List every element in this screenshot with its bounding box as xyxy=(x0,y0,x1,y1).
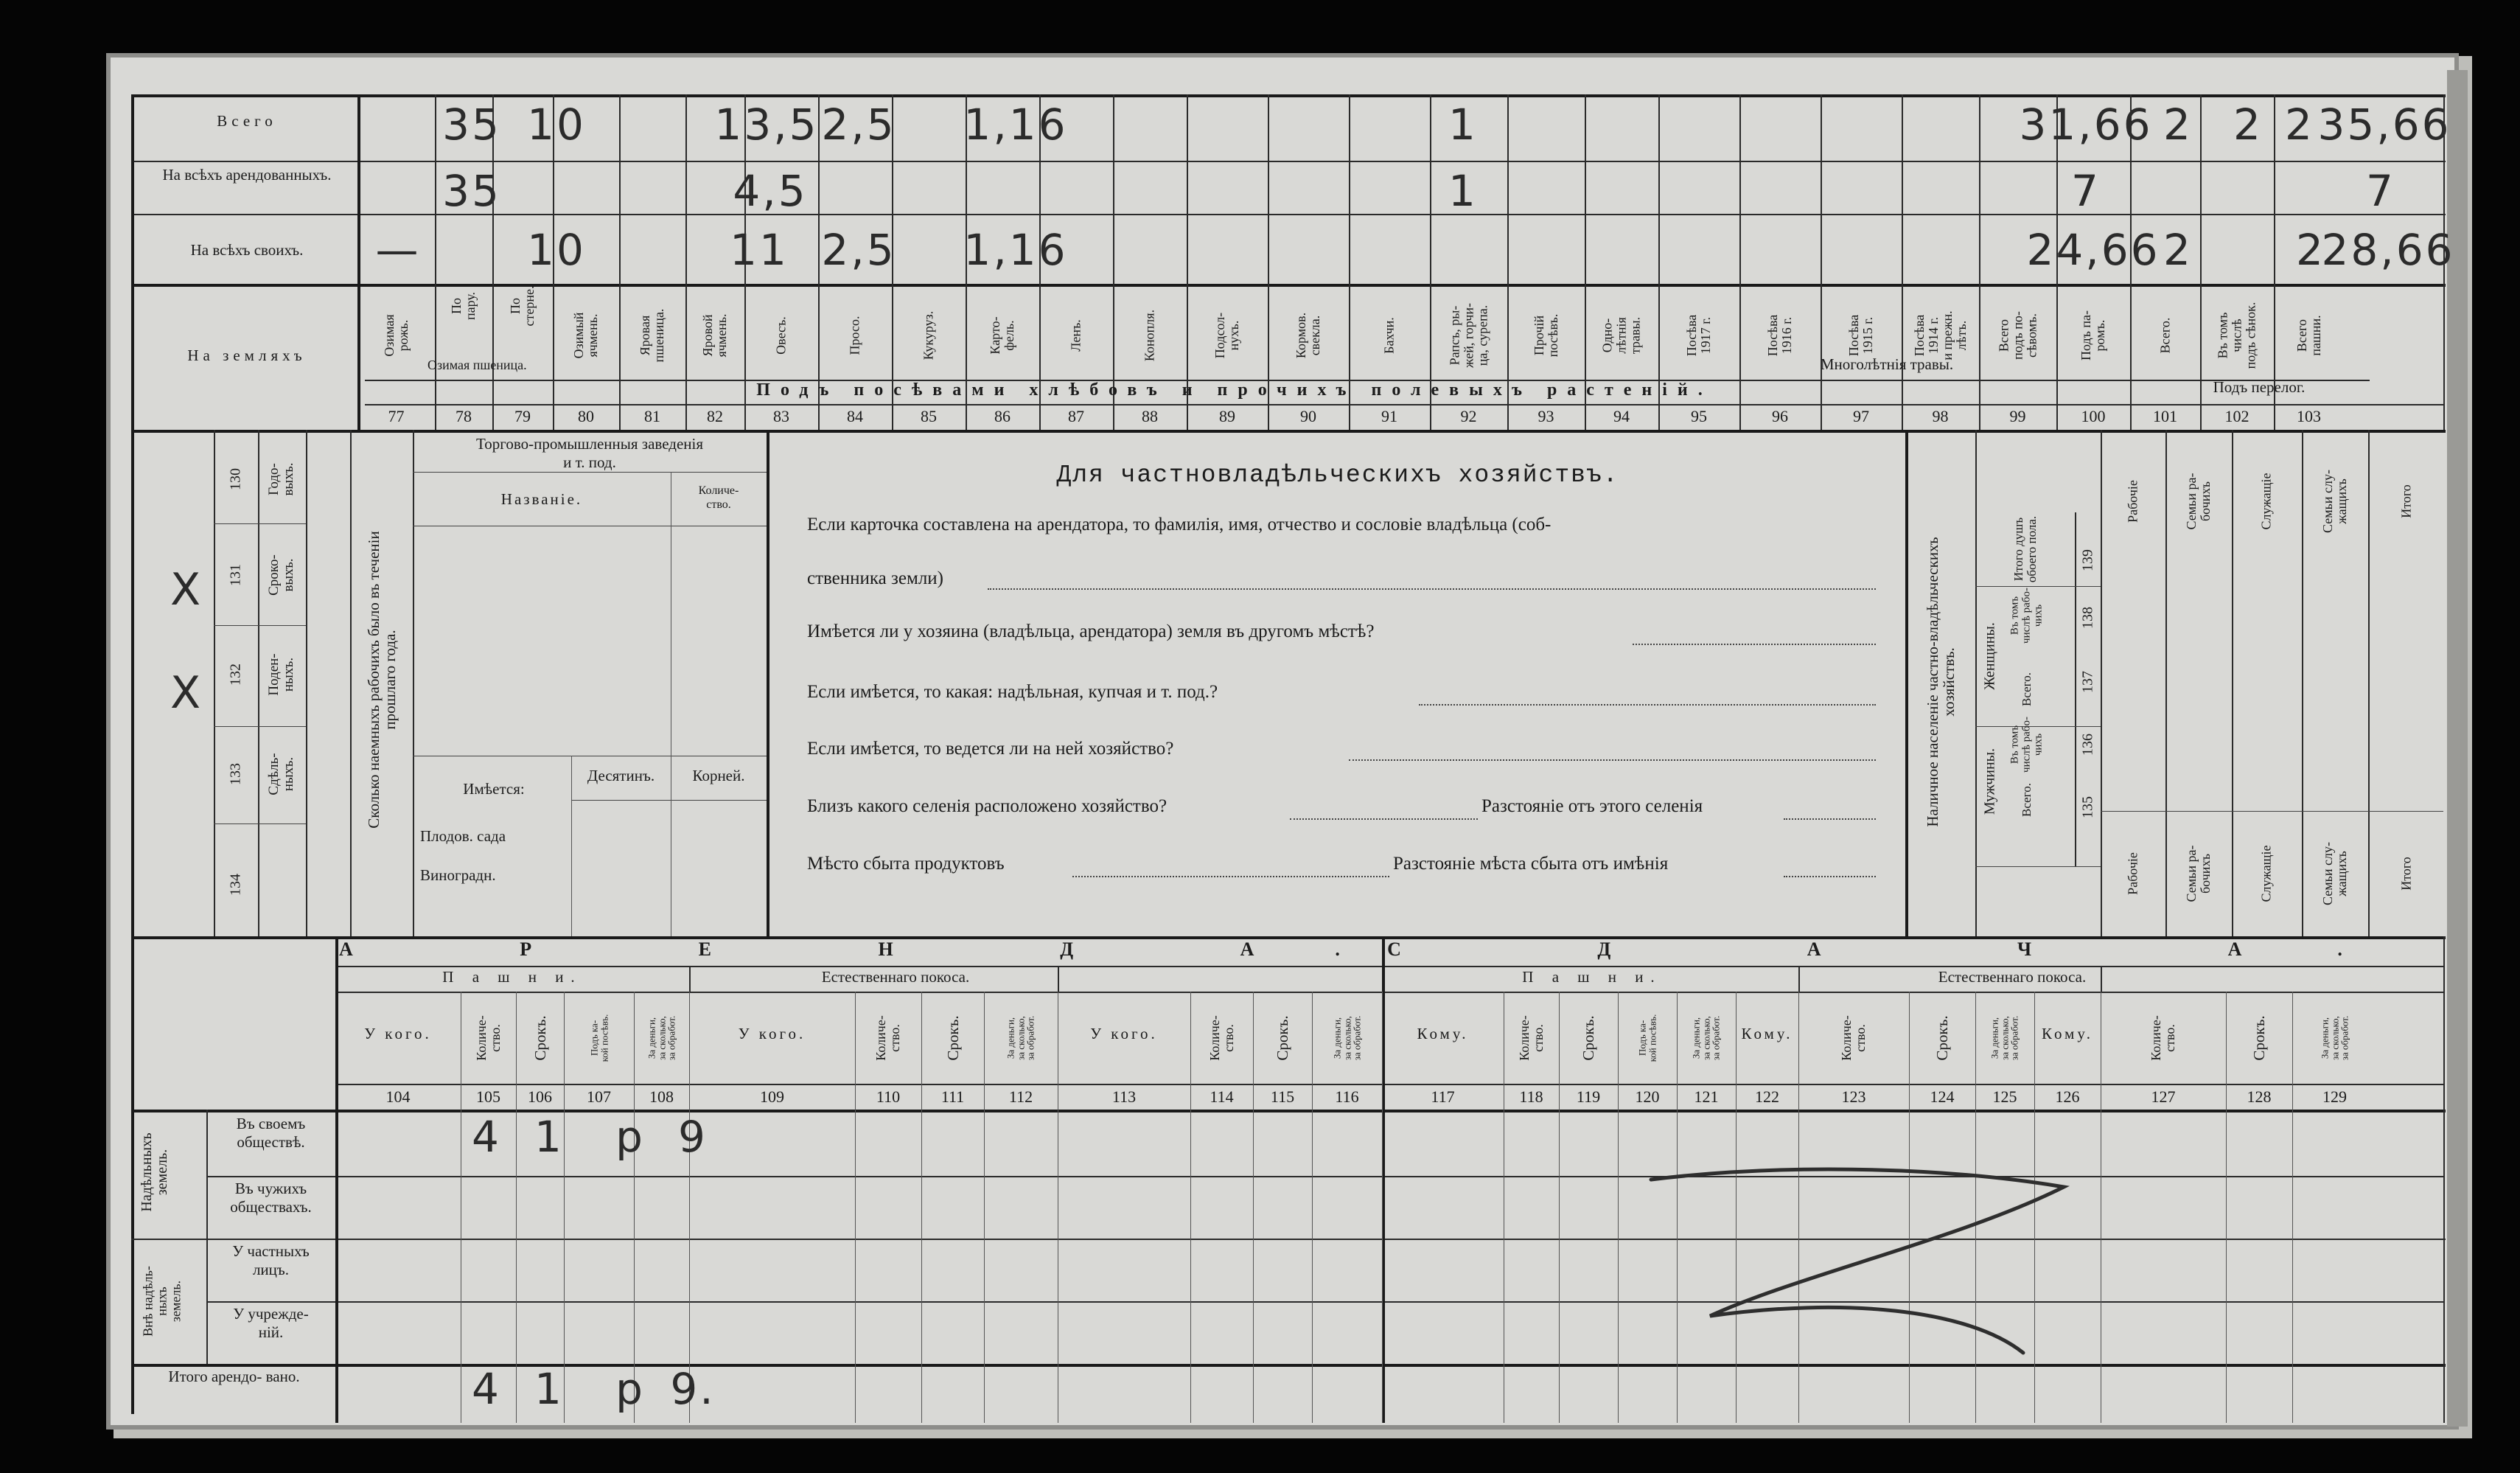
pop-col-top-1: Семьи ра- бочихъ xyxy=(2184,473,2213,530)
handwritten-rented-1: 4,5 xyxy=(733,166,808,216)
row-total-label: Всего xyxy=(217,112,277,130)
total-souls-label: Итого душъ обоего пола. xyxy=(2011,515,2039,583)
handwritten-arenda-total-3: 9. xyxy=(670,1364,716,1414)
arenda-head-112: За деньги, за сколько, за обработ. xyxy=(1005,1015,1036,1061)
crop-num-90: 90 xyxy=(1300,407,1316,425)
crop-header-83: Овесъ. xyxy=(773,316,789,355)
left-col-1: Сроко- выхъ. xyxy=(266,554,296,596)
vineyard-label: Виноградн. xyxy=(420,866,496,884)
has-label: Имѣется: xyxy=(463,780,525,798)
arenda-head-104: У кого. xyxy=(364,1025,432,1042)
row-rented-label: На всѣхъ арендованныхъ. xyxy=(162,166,332,184)
arenda-num-107: 107 xyxy=(587,1087,611,1106)
handwritten-own-5: 24,66 xyxy=(2026,225,2160,275)
crop-num-82: 82 xyxy=(707,407,723,425)
crop-header-82: Яровой ячмень. xyxy=(700,313,729,358)
dessiatines-header: Десятинъ. xyxy=(587,767,655,784)
private-persons-label: У частныхъ лицъ. xyxy=(232,1242,310,1279)
crop-header-87: Ленъ. xyxy=(1068,319,1083,352)
institutions-label: У учрежде- ній. xyxy=(233,1305,309,1342)
arenda-head-107: Подъ ка- кой посѣвъ. xyxy=(587,1014,610,1062)
nadel-label: Надѣльныхъ земель. xyxy=(139,1132,170,1212)
handwritten-own-0: — xyxy=(375,225,421,275)
handwritten-own-8: 28,66 xyxy=(2321,225,2455,275)
arenda-num-104: 104 xyxy=(385,1087,411,1106)
handwritten-arenda-own-1: 1 xyxy=(534,1112,564,1162)
crop-header-101: Всего. xyxy=(2157,317,2173,354)
arenda-head-109: У кого. xyxy=(738,1025,806,1042)
handwritten-own-1: 10 xyxy=(527,225,586,275)
crop-num-81: 81 xyxy=(644,407,660,425)
handwritten-total-5: 1 xyxy=(1448,100,1478,150)
handwritten-own-6: 2 xyxy=(2163,225,2193,275)
men-all-label: Всего. xyxy=(2020,783,2034,817)
pop-col-top-4: Итого xyxy=(2398,484,2414,518)
crop-num-84: 84 xyxy=(847,407,863,425)
pop-col-bottom-2: Служащіе xyxy=(2258,845,2274,902)
crop-header-102: Въ томъ числѣ подъ сѣнок. xyxy=(2215,302,2258,369)
arenda-head-110: Количе- ство. xyxy=(873,1015,902,1061)
population-title: Наличное населеніе частно-владѣльческихъ хозяйствъ. xyxy=(1923,537,1958,827)
left-col-0: Годо- выхъ. xyxy=(266,462,296,496)
arenda-head-108: За деньги, за сколько, за обработ. xyxy=(646,1015,677,1061)
handwritten-own-7: 2 xyxy=(2296,225,2325,275)
crop-header-86: Карто- фель. xyxy=(988,316,1016,355)
left-num-131: 131 xyxy=(227,564,244,586)
crop-num-86: 86 xyxy=(994,407,1011,425)
crop-num-101: 101 xyxy=(2153,407,2177,425)
question-6a: Мѣсто сбыта продуктовъ xyxy=(807,854,1005,874)
arenda-head-121: За деньги, за сколько, за обработ. xyxy=(1690,1015,1722,1061)
arenda-head-117: Кому. xyxy=(1417,1025,1469,1042)
crop-num-99: 99 xyxy=(2009,407,2026,425)
arenda-num-129: 129 xyxy=(2322,1087,2347,1106)
handwritten-arenda-total-1: 1 xyxy=(534,1364,564,1414)
pop-col-bottom-4: Итого xyxy=(2398,857,2414,891)
arenda-title: А Р Е Н Д А. xyxy=(339,939,1421,960)
crop-header-78: По пару. xyxy=(449,291,478,321)
crop-header-85: Кукуруз. xyxy=(921,310,936,361)
question-1b: ственника земли) xyxy=(807,568,943,588)
arenda-num-120: 120 xyxy=(1635,1087,1660,1106)
arenda-num-126: 126 xyxy=(2055,1087,2080,1106)
crop-header-95: Посѣва 1917 г. xyxy=(1684,314,1713,357)
crop-header-97: Посѣва 1915 г. xyxy=(1846,314,1875,357)
crop-header-98: Посѣва 1914 г. и прежн. лѣтъ. xyxy=(1911,310,1969,361)
crop-header-81: Яровая пшеница. xyxy=(638,308,666,363)
row-own-label: На всѣхъ своихъ. xyxy=(190,241,304,259)
crop-num-85: 85 xyxy=(921,407,937,425)
crop-header-90: Кормов. свекла. xyxy=(1294,312,1322,359)
arenda-head-123: Количе- ство. xyxy=(1839,1015,1868,1061)
arenda-num-109: 109 xyxy=(760,1087,784,1106)
crop-header-91: Бахчи. xyxy=(1381,317,1397,354)
question-3: Если имѣется, то какая: надѣльная, купчая и т. под.? xyxy=(807,682,1218,702)
left-num-133: 133 xyxy=(227,763,244,785)
crop-num-87: 87 xyxy=(1068,407,1084,425)
pop-col-top-0: Рабочіе xyxy=(2125,480,2140,523)
pop-col-top-2: Служащіе xyxy=(2258,473,2274,530)
arenda-num-122: 122 xyxy=(1755,1087,1779,1106)
winter-wheat-group: Озимая пшеница. xyxy=(427,358,527,372)
crop-header-93: Прочій посѣвъ. xyxy=(1531,313,1560,358)
handwritten-total-2: 13,5 xyxy=(714,100,819,150)
other-society-label: Въ чужихъ обществахъ. xyxy=(230,1180,312,1216)
crop-header-88: Конопля. xyxy=(1142,309,1157,362)
question-6b: Разстояніе мѣста сбыта отъ имѣнія xyxy=(1393,854,1669,874)
arenda-head-111: Срокъ. xyxy=(943,1015,962,1061)
own-society-label: Въ своемъ обществѣ. xyxy=(236,1115,306,1152)
women-label: Женщины. xyxy=(1981,622,1998,690)
crop-num-93: 93 xyxy=(1538,407,1554,425)
arenda-num-121: 121 xyxy=(1694,1087,1719,1106)
mark-x-2: X xyxy=(170,667,203,719)
arenda-num-106: 106 xyxy=(528,1087,552,1106)
arenda-num-124: 124 xyxy=(1930,1087,1955,1106)
handwritten-rented-3: 7 xyxy=(2071,166,2101,216)
crop-num-79: 79 xyxy=(514,407,531,425)
arenda-head-105: Количе- ство. xyxy=(473,1015,503,1061)
crop-num-100: 100 xyxy=(2081,407,2106,425)
handwritten-arenda-own-3: 9 xyxy=(678,1112,708,1162)
arenda-head-122: Кому. xyxy=(1741,1025,1793,1042)
handwritten-own-2: 11 xyxy=(730,225,789,275)
arenda-num-125: 125 xyxy=(1992,1087,2017,1106)
pop-col-bottom-3: Семьи слу- жащихъ xyxy=(2320,842,2349,905)
handwritten-rented-2: 1 xyxy=(1448,166,1478,216)
pop-col-top-3: Семьи слу- жащихъ xyxy=(2320,470,2349,533)
arenda-head-118: Количе- ство. xyxy=(1516,1015,1546,1061)
crop-num-98: 98 xyxy=(1932,407,1949,425)
pop-num-136: 136 xyxy=(2079,734,2096,756)
arenda-num-123: 123 xyxy=(1841,1087,1866,1106)
handwritten-rented-0: 35 xyxy=(442,166,501,216)
pop-num-137: 137 xyxy=(2079,671,2096,693)
question-4: Если имѣется, то ведется ли на ней хозяйство? xyxy=(807,739,1174,759)
men-incl-label: Въ томъ числѣ рабо- чихъ xyxy=(2008,717,2044,773)
crop-num-97: 97 xyxy=(1853,407,1869,425)
trade-title: Торгово-промышленныя заведенія и т. под. xyxy=(476,435,703,472)
crop-num-78: 78 xyxy=(456,407,472,425)
crop-header-103: Всего пашни. xyxy=(2294,315,2323,356)
total-rented-label: Итого арендо- вано. xyxy=(168,1368,300,1385)
crop-num-88: 88 xyxy=(1142,407,1158,425)
sdacha-pokos: Естественнаго покоса. xyxy=(1938,968,2087,986)
left-col-2: Поден- ныхъ. xyxy=(266,653,296,696)
pop-col-bottom-0: Рабочіе xyxy=(2125,852,2140,895)
crop-header-99: Всего подъ по- сѣвомъ. xyxy=(1996,311,2039,360)
crop-num-95: 95 xyxy=(1691,407,1707,425)
crop-num-89: 89 xyxy=(1219,407,1235,425)
handwritten-total-4: 1,16 xyxy=(963,100,1068,150)
vne-nadel-label: Внѣ надѣль- ныхъ земель. xyxy=(140,1266,184,1337)
crop-banner: Подъ посѣвами хлѣбовъ и прочихъ полевыхъ растеній. xyxy=(756,380,1713,400)
handwritten-total-1: 10 xyxy=(527,100,586,150)
arenda-num-110: 110 xyxy=(876,1087,901,1106)
arenda-head-115: Срокъ. xyxy=(1273,1015,1291,1061)
handwritten-rented-4: 7 xyxy=(2366,166,2395,216)
crop-num-96: 96 xyxy=(1772,407,1788,425)
arenda-num-112: 112 xyxy=(1008,1087,1033,1106)
left-num-134: 134 xyxy=(227,874,244,896)
arenda-head-124: Срокъ. xyxy=(1933,1015,1951,1061)
handwritten-total-8: 2 xyxy=(2233,100,2263,150)
handwritten-own-4: 1,16 xyxy=(963,225,1068,275)
crop-header-94: Одно- лѣтнія травы. xyxy=(1599,316,1643,355)
arenda-num-115: 115 xyxy=(1270,1087,1295,1106)
mark-x-1: X xyxy=(170,564,203,616)
arenda-pokos-1: Естественнаго покоса. xyxy=(821,968,970,986)
handwritten-total-9: 2 xyxy=(2285,100,2314,150)
arenda-num-111: 111 xyxy=(940,1087,965,1106)
arenda-head-126: Кому. xyxy=(2042,1025,2093,1042)
question-5b: Разстояніе отъ этого селенія xyxy=(1481,796,1703,816)
handwritten-total-7: 2 xyxy=(2163,100,2193,150)
crop-header-92: Рапсъ, ры- жей, горчи- ца, сурепа. xyxy=(1447,303,1490,368)
fallow-group: Подъ перелог. xyxy=(2213,378,2306,396)
workers-label: Сколько наемныхъ рабочихъ было въ теченіи прошлаго года. xyxy=(364,531,399,829)
row-lands-label: На земляхъ xyxy=(187,347,307,364)
sdacha-pashni: П а ш н и. xyxy=(1522,968,1662,986)
crop-num-102: 102 xyxy=(2224,407,2249,425)
trade-name-header: Названіе. xyxy=(500,490,583,508)
perennial-group: Многолѣтнія травы. xyxy=(1820,355,1954,373)
arenda-num-118: 118 xyxy=(1519,1087,1543,1106)
arenda-num-114: 114 xyxy=(1210,1087,1234,1106)
crop-header-77: Озимая рожь. xyxy=(381,314,411,357)
crop-header-80: Озимый ячмень. xyxy=(571,312,600,359)
arenda-num-127: 127 xyxy=(2151,1087,2176,1106)
arenda-head-106: Срокъ. xyxy=(531,1015,549,1061)
roots-header: Корней. xyxy=(692,767,745,784)
handwritten-total-6: 31,66 xyxy=(2019,100,2153,150)
arenda-pashni-1: П а ш н и. xyxy=(442,968,582,986)
handwritten-arenda-total-2: p xyxy=(615,1364,645,1414)
arenda-head-129: За деньги, за сколько, за обработ. xyxy=(2319,1015,2350,1061)
crop-num-80: 80 xyxy=(578,407,594,425)
handwritten-own-3: 2,5 xyxy=(821,225,896,275)
private-title: Для частновладѣльческихъ хозяйствъ. xyxy=(1056,462,1619,489)
arenda-num-119: 119 xyxy=(1576,1087,1601,1106)
crop-header-84: Просо. xyxy=(847,316,862,355)
pop-num-139: 139 xyxy=(2079,549,2096,571)
left-col-3: Сдѣль- ныхъ. xyxy=(266,753,296,795)
scribble-mark xyxy=(1622,1150,2108,1371)
arenda-head-113: У кого. xyxy=(1090,1025,1158,1042)
handwritten-arenda-own-2: p xyxy=(615,1112,645,1162)
pop-num-135: 135 xyxy=(2079,796,2096,818)
arenda-head-120: Подъ ка- кой посѣвъ. xyxy=(1636,1014,1658,1062)
crop-num-92: 92 xyxy=(1460,407,1477,425)
crop-header-79: По стерне. xyxy=(508,285,537,327)
arenda-head-114: Количе- ство. xyxy=(1207,1015,1236,1061)
trade-qty-header: Количе- ство. xyxy=(698,484,739,512)
pop-col-bottom-1: Семьи ра- бочихъ xyxy=(2184,845,2213,902)
arenda-head-125: За деньги, за сколько, за обработ. xyxy=(1989,1015,2020,1061)
arenda-num-116: 116 xyxy=(1335,1087,1359,1106)
sdacha-title: С Д А Ч А. xyxy=(1387,939,2438,960)
handwritten-arenda-own-0: 4 xyxy=(472,1112,501,1162)
arenda-num-113: 113 xyxy=(1111,1087,1137,1106)
arenda-head-128: Срокъ. xyxy=(2249,1015,2268,1061)
crop-num-91: 91 xyxy=(1381,407,1397,425)
arenda-head-127: Количе- ство. xyxy=(2149,1015,2177,1061)
arenda-num-128: 128 xyxy=(2247,1087,2272,1106)
arenda-head-116: За деньги, за сколько, за обработ. xyxy=(1331,1015,1363,1061)
arenda-num-105: 105 xyxy=(476,1087,500,1106)
crop-num-77: 77 xyxy=(388,407,405,425)
left-num-130: 130 xyxy=(227,468,244,490)
arenda-num-117: 117 xyxy=(1431,1087,1455,1106)
question-5a: Близъ какого селенія расположено хозяйство? xyxy=(807,796,1167,816)
handwritten-total-0: 35 xyxy=(442,100,501,150)
left-num-132: 132 xyxy=(227,664,244,686)
question-2: Имѣется ли у хозяина (владѣльца, арендатора) земля въ другомъ мѣстѣ? xyxy=(807,621,1375,641)
arenda-head-119: Срокъ. xyxy=(1579,1015,1597,1061)
orchard-label: Плодов. сада xyxy=(420,827,506,845)
crop-num-94: 94 xyxy=(1613,407,1630,425)
question-1: Если карточка составлена на арендатора, то фамилія, имя, отчество и сословіе владѣльца (соб- xyxy=(807,515,1552,534)
women-incl-label: Въ томъ числѣ рабо- чихъ xyxy=(2008,588,2044,644)
pop-num-138: 138 xyxy=(2079,607,2096,629)
crop-header-96: Посѣва 1916 г. xyxy=(1765,314,1794,357)
crop-num-103: 103 xyxy=(2297,407,2321,425)
crop-num-83: 83 xyxy=(773,407,789,425)
crop-header-100: Подъ па- ромъ. xyxy=(2079,310,2107,361)
men-label: Мужчины. xyxy=(1981,748,1998,815)
women-all-label: Всего. xyxy=(2020,672,2034,706)
handwritten-total-10: 35,66 xyxy=(2317,100,2451,150)
handwritten-total-3: 2,5 xyxy=(821,100,896,150)
crop-header-89: Подсол- нухъ. xyxy=(1212,312,1241,359)
arenda-num-108: 108 xyxy=(649,1087,674,1106)
handwritten-arenda-total-0: 4 xyxy=(472,1364,501,1414)
